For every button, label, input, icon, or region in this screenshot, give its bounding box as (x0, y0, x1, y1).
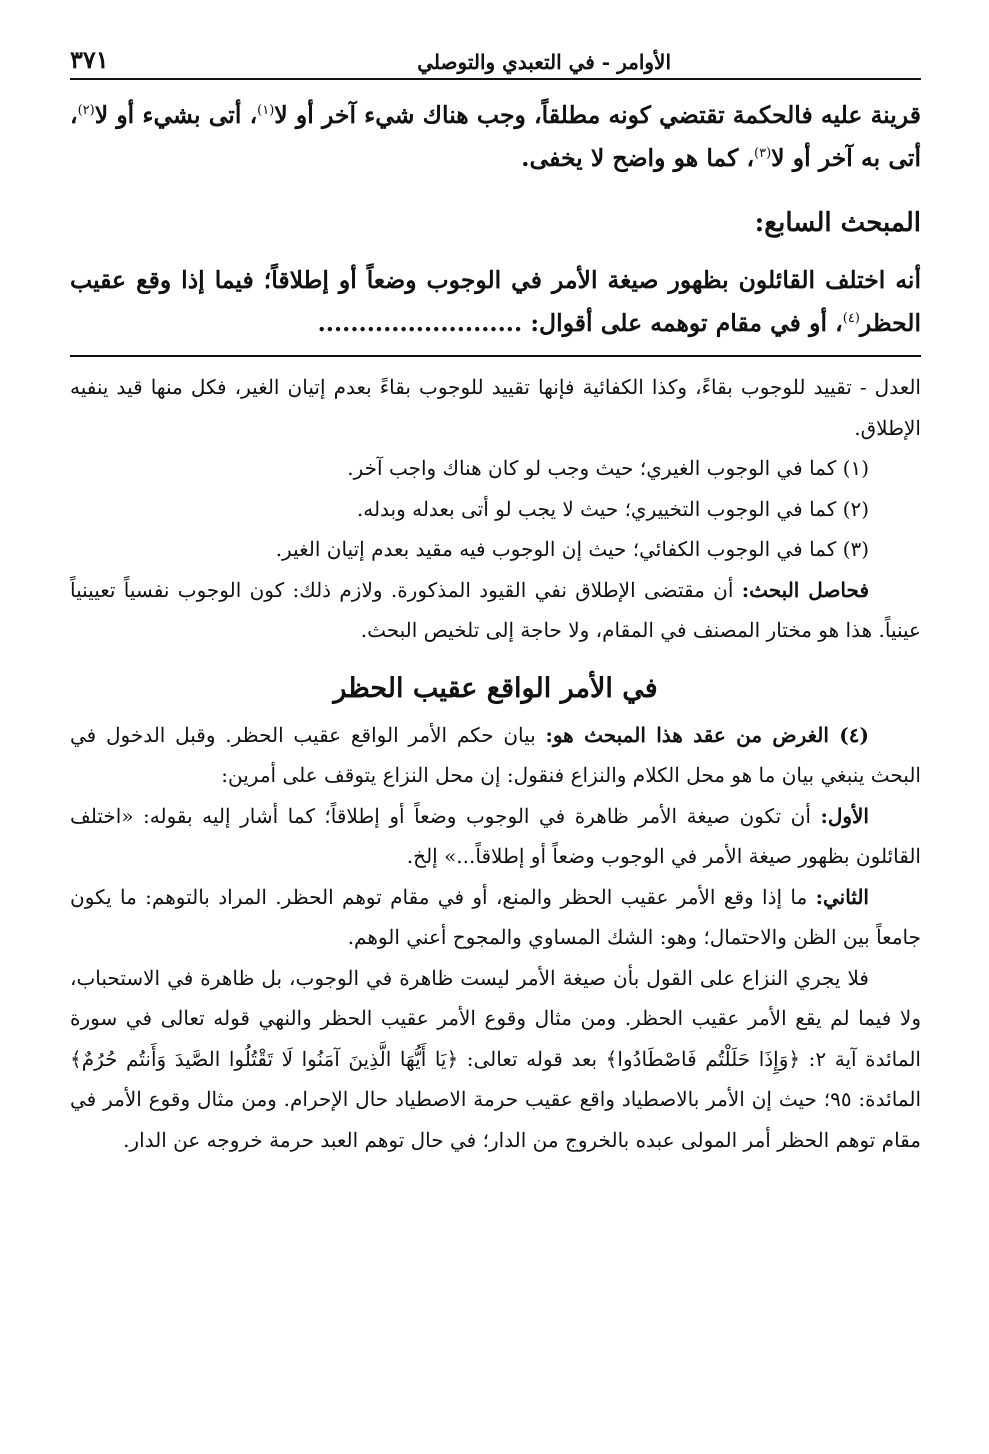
footnote-continuation: العدل - تقييد للوجوب بقاءً، وكذا الكفائية فإنها تقييد للوجوب بقاءً بعدم إتيان الغير، فكل منها قيد ينفيه الإطلاق. (70, 375, 921, 440)
text-run: أنه اختلف القائلون بظهور صيغة الأمر في الوجوب وضعاً أو إطلاقاً؛ فيما إذا وقع عقيب الحظر (70, 266, 921, 337)
first-text: أن تكون صيغة الأمر ظاهرة في الوجوب وضعاً أو إطلاقاً؛ كما أشار إليه بقوله: «اختلف القائلون بظهور صيغة الأمر في الوجوب وضعاً أو إطلاقاً...» إلخ. (70, 803, 921, 868)
text-run: ، أتى بشيء أو لا (94, 101, 258, 129)
page-header (70, 40, 921, 80)
running-title: الأوامر - في التعبدي والتوصلي (417, 50, 671, 74)
footnote-ref-3[interactable]: (٣) (754, 146, 772, 162)
page (70, 40, 921, 1160)
footnote-ref-2[interactable]: (٢) (77, 103, 95, 119)
main-text (70, 94, 921, 345)
text-run: قرينة عليه فالحكمة تقتضي كونه مطلقاً، وجب هناك شيء آخر أو لا (274, 101, 921, 129)
summary-paragraph (70, 570, 921, 651)
footnote-3: (٣) كما في الوجوب الكفائي؛ حيث إن الوجوب فيه مقيد بعدم إتيان الغير. (275, 537, 869, 561)
footnote-4 (70, 715, 921, 796)
dotted-leader: ......................... (317, 309, 523, 337)
text-run: ، كما هو واضح لا يخفى. (521, 144, 755, 172)
first-point (70, 796, 921, 877)
second-label: الثاني: (815, 884, 869, 909)
footnote-ref-1[interactable]: (١) (257, 103, 275, 119)
closing-paragraph: فلا يجري النزاع على القول بأن صيغة الأمر ليست ظاهرة في الوجوب، بل ظاهرة في الاستحباب، ولا فيما لم يقع الأمر عقيب الحظر. ومن مثال وقوع الأمر عقيب الحظر والنهي قوله تعالى في سورة المائدة آية ٢: ﴿وَإِذَا حَلَلْتُم فَاصْطَادُوا﴾ بعد قوله تعالى: ﴿يَا أَيُّهَا الَّذِينَ آمَنُوا لَا تَقْتُلُوا الصَّيدَ وَأَنتُم حُرُمٌ﴾ المائدة: ٩٥؛ حيث إن الأمر بالاصطياد واقع عقيب حرمة الاصطياد حال الإحرام. ومن مثال وقوع الأمر في مقام توهم الحظر أمر المولى عبده بالخروج من الدار؛ في حال توهم العبد حرمة خروجه عن الدار. (70, 965, 922, 1152)
summary-label: فحاصل البحث: (741, 577, 869, 602)
first-label: الأول: (820, 803, 869, 828)
footnote-4-text: بيان حكم الأمر الواقع عقيب الحظر. وقبل الدخول في البحث ينبغي بيان ما هو محل الكلام والنزاع فنقول: إن محل النزاع يتوقف على أمرين: (70, 722, 921, 787)
text-run: ، أو في مقام توهمه على أقوال: (530, 309, 843, 337)
footnote-ref-4[interactable]: (٤) (842, 311, 860, 327)
summary-text: أن مقتضى الإطلاق نفي القيود المذكورة. ولازم ذلك: كون الوجوب نفسياً تعيينياً عينياً. هذا هو مختار المصنف في المقام، ولا حاجة إلى تلخيص البحث. (70, 577, 921, 642)
footnote-2: (٢) كما في الوجوب التخييري؛ حيث لا يجب لو أتى بعدله وبدله. (356, 496, 869, 521)
second-point (70, 877, 921, 958)
section-title: المبحث السابع: (754, 208, 921, 238)
second-text: ما إذا وقع الأمر عقيب الحظر والمنع، أو في مقام توهم الحظر. المراد بالتوهم: ما يكون جامعاً بين الظن والاحتمال؛ وهو: الشك المساوي والمجوح أعني الوهم. (70, 884, 921, 949)
footnote-1: (١) كما في الوجوب الغيري؛ حيث وجب لو كان هناك واجب آخر. (347, 456, 869, 480)
main-paragraph-2 (70, 259, 921, 345)
page-number: ٣٧١ (70, 45, 109, 74)
subheading: في الأمر الواقع عقيب الحظر (333, 672, 658, 704)
footnote-divider (70, 355, 921, 357)
text-run: ، أتى به آخر أو لا (70, 101, 921, 172)
footnote-4-label: (٤) الغرض من عقد هذا المبحث هو: (545, 722, 869, 747)
main-paragraph-1 (70, 94, 921, 180)
footnotes (70, 367, 921, 1160)
